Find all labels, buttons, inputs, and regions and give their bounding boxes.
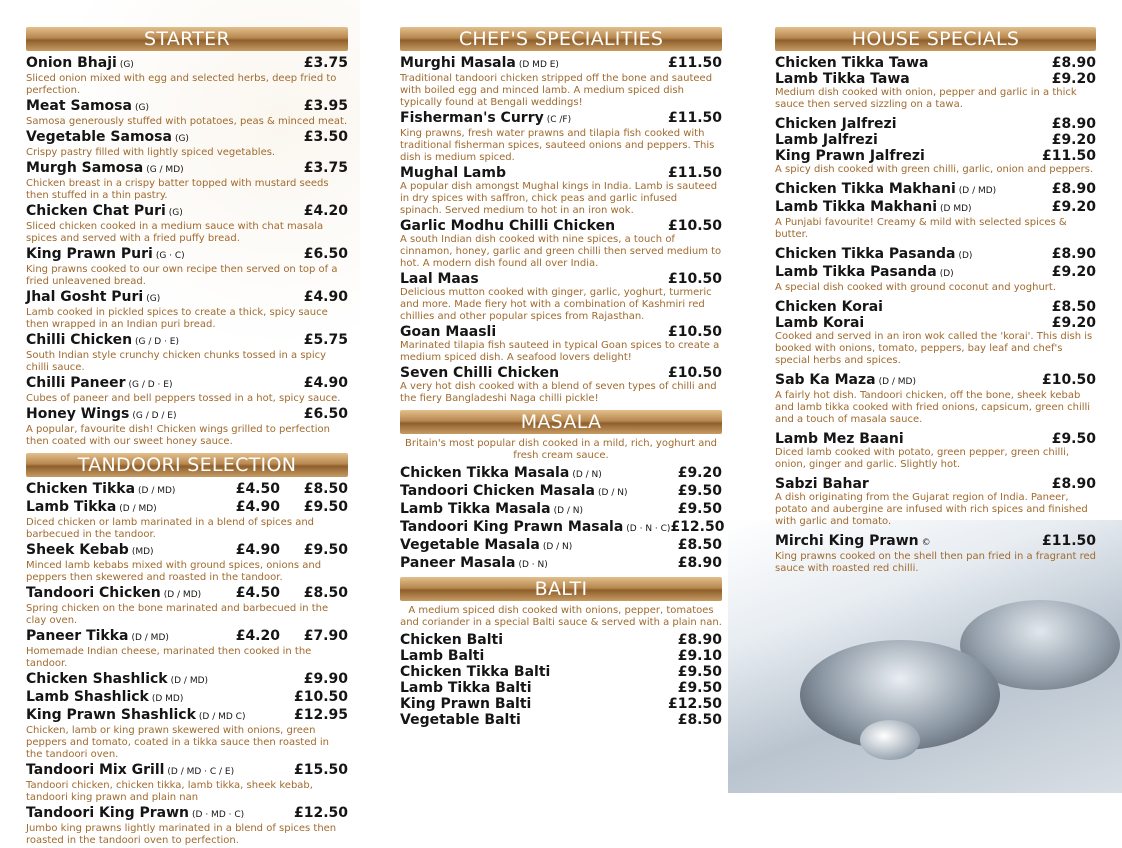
item-price: £3.95 — [303, 98, 348, 114]
item-price: £4.90 — [303, 289, 348, 305]
allergen-tag: (D / N) — [542, 542, 573, 552]
menu-item-row — [26, 805, 348, 823]
menu-item-row — [26, 289, 348, 307]
item-price: £10.50 — [1041, 372, 1096, 388]
item-price: £9.20 — [1051, 71, 1096, 87]
item-price: £10.50 — [667, 365, 722, 381]
balti-list — [400, 632, 722, 728]
allergen-tag: (D / MD · C / E) — [167, 767, 235, 777]
spoon-image — [860, 720, 920, 760]
item-name: Chicken Tikka Masala (D / N) — [400, 465, 602, 481]
item-description: King prawns cooked on the shell then pan fried in a fragrant red sauce with roasted red chilli. — [775, 551, 1096, 574]
item-price: £8.50 — [677, 712, 722, 728]
menu-item-row — [775, 116, 1096, 132]
chef-list — [400, 55, 722, 405]
item-price: £9.50 — [677, 483, 722, 499]
starter-price: £4.50 — [235, 481, 280, 497]
section-banner-starter: STARTER — [26, 27, 348, 51]
item-name: Mughal Lamb — [400, 165, 506, 181]
item-price: £8.50 — [1051, 299, 1096, 315]
menu-item-row — [26, 375, 348, 393]
item-description: Chicken, lamb or king prawn skewered with onions, green peppers and tomato, coated in a tikka sauce then roasted in the tandoori oven. — [26, 725, 329, 760]
item-description: Homemade Indian cheese, marinated then cooked in the tandoor. — [26, 646, 312, 669]
item-name: Lamb Tikka (D / MD) — [26, 499, 157, 515]
menu-item-row — [775, 181, 1096, 199]
menu-item-row — [775, 533, 1096, 551]
item-name: Chicken Tikka Makhani (D / MD) — [775, 181, 997, 197]
menu-item-row — [400, 648, 722, 664]
menu-item-row — [400, 218, 722, 234]
item-description: Samosa generously stuffed with potatoes, peas & minced meat. — [26, 116, 348, 127]
menu-item-row — [26, 203, 348, 221]
item-price: £9.20 — [1051, 315, 1096, 331]
menu-item-row — [26, 689, 348, 707]
menu-item-row — [775, 148, 1096, 164]
section-banner-tandoori: TANDOORI SELECTION — [26, 453, 348, 477]
item-name: Lamb Tikka Masala (D / N) — [400, 501, 584, 517]
item-name: Vegetable Masala (D / N) — [400, 537, 573, 553]
item-description: Sliced chicken cooked in a medium sauce with chat masala spices and served with a fried puffy bread. — [26, 221, 324, 244]
menu-item-row — [26, 406, 348, 424]
item-name: Lamb Mez Baani — [775, 431, 904, 447]
item-prices — [212, 481, 348, 497]
menu-item-row — [400, 555, 722, 573]
allergen-tag: (D · N) — [518, 560, 548, 570]
allergen-tag: (D MD) — [151, 694, 184, 704]
item-name: Vegetable Balti — [400, 712, 521, 728]
item-name: Sabzi Bahar — [775, 476, 869, 492]
item-price: £12.50 — [293, 805, 348, 821]
item-price: £10.50 — [293, 689, 348, 705]
item-description: Delicious mutton cooked with ginger, garlic, yoghurt, turmeric and more. Made fiery hot with a combination of Kashmiri red chillies and other popular spices from Rajasthan. — [400, 287, 712, 322]
item-name: Seven Chilli Chicken — [400, 365, 560, 381]
main-price: £8.50 — [303, 585, 348, 601]
allergen-tag: (D / MD) — [170, 676, 209, 686]
menu-item-row — [26, 160, 348, 178]
item-name: Paneer Tikka (D / MD) — [26, 628, 169, 644]
main-price: £9.50 — [303, 542, 348, 558]
menu-item-row — [26, 542, 348, 560]
allergen-tag: (D / MD) — [138, 486, 176, 496]
item-price: £8.90 — [1051, 246, 1096, 262]
item-name: Vegetable Samosa (G) — [26, 129, 189, 145]
item-price: £3.50 — [303, 129, 348, 145]
item-price: £9.50 — [677, 501, 722, 517]
masala-note: Britain's most popular dish cooked in a mild, rich, yoghurt and fresh cream sauce. — [404, 438, 718, 461]
item-prices — [212, 628, 348, 644]
item-name: Lamb Tikka Pasanda (D) — [775, 264, 954, 280]
item-name: Tandoori King Prawn Masala (D · N · C) — [400, 519, 671, 535]
item-price: £3.75 — [303, 55, 348, 71]
item-description: Crispy pastry filled with lightly spiced vegetables. — [26, 147, 276, 158]
menu-item-row — [26, 628, 348, 646]
item-name: Jhal Gosht Puri (G) — [26, 289, 161, 305]
menu-item-row — [775, 264, 1096, 282]
item-name: Chicken Tikka (D / MD) — [26, 481, 176, 497]
item-price: £9.90 — [303, 671, 348, 687]
item-description: A spicy dish cooked with green chilli, garlic, onion and peppers. — [775, 164, 1094, 175]
item-description: Minced lamb kebabs mixed with ground spices, onions and peppers then skewered and roasted in the tandoor. — [26, 560, 322, 583]
menu-item-row — [400, 664, 722, 680]
menu-item-row — [26, 762, 348, 780]
starter-list — [26, 55, 348, 448]
item-price: £10.50 — [667, 271, 722, 287]
item-name: King Prawn Jalfrezi — [775, 148, 925, 164]
item-price: £8.90 — [1051, 55, 1096, 71]
menu-item-row — [775, 71, 1096, 87]
item-name: Garlic Modhu Chilli Chicken — [400, 218, 616, 234]
item-description: Traditional tandoori chicken stripped off the bone and sauteed with boiled egg and minced lamb. A medium spiced dish typically found at Bengali weddings! — [400, 73, 713, 108]
menu-item-row — [400, 165, 722, 181]
item-name: Lamb Balti — [400, 648, 485, 664]
item-name: Laal Maas — [400, 271, 479, 287]
item-name: Lamb Shashlick (D MD) — [26, 689, 184, 705]
item-price: £10.50 — [667, 324, 722, 340]
item-prices — [212, 499, 348, 515]
item-description: Cooked and served in an iron wok called the 'korai'. This dish is booked with onions, tomato, peppers, bay leaf and chef's special herbs and spices. — [775, 331, 1093, 366]
item-price: £9.20 — [1051, 199, 1096, 215]
item-price: £8.90 — [677, 555, 722, 571]
menu-item-row — [400, 680, 722, 696]
menu-item-row — [26, 98, 348, 116]
item-price: £11.50 — [1041, 148, 1096, 164]
item-price: £8.90 — [1051, 181, 1096, 197]
menu-item-row — [775, 132, 1096, 148]
allergen-tag: (G) — [146, 294, 161, 304]
item-price: £5.75 — [303, 332, 348, 348]
allergen-tag: (C /F) — [546, 115, 572, 125]
item-name: Meat Samosa (G) — [26, 98, 149, 114]
item-price: £3.75 — [303, 160, 348, 176]
item-description: Tandoori chicken, chicken tikka, lamb tikka, sheek kebab, tandoori king prawn and plain nan — [26, 780, 313, 803]
allergen-tag: (D) — [939, 269, 954, 279]
item-name: King Prawn Puri (G · C) — [26, 246, 185, 262]
item-description: Cubes of paneer and bell peppers tossed in a hot, spicy sauce. — [26, 393, 341, 404]
item-name: Tandoori King Prawn (D · MD · C) — [26, 805, 245, 821]
item-name: Onion Bhaji (G) — [26, 55, 134, 71]
allergen-tag: (G / D · E) — [128, 380, 173, 390]
item-price: £9.20 — [1051, 132, 1096, 148]
item-name: King Prawn Balti — [400, 696, 532, 712]
item-name: Lamb Korai — [775, 315, 865, 331]
item-description: King prawns, fresh water prawns and tilapia fish cooked with traditional fisherman spices, sauteed onions and peppers. This dish is medium spiced. — [400, 128, 715, 163]
allergen-tag: (D / N) — [598, 488, 628, 498]
item-price: £10.50 — [667, 218, 722, 234]
item-name: Chicken Tikka Balti — [400, 664, 551, 680]
item-price: £8.90 — [1051, 116, 1096, 132]
item-name: Chicken Korai — [775, 299, 883, 315]
menu-item-row — [400, 271, 722, 287]
menu-item-row — [26, 246, 348, 264]
menu-item-row — [26, 499, 348, 517]
item-name: Fisherman's Curry (C /F) — [400, 110, 572, 126]
item-description: A popular dish amongst Mughal kings in India. Lamb is sauteed in dry spices with saffron, chick peas and garlic infused spinach. Served medium to hot in an iron wok. — [400, 181, 718, 216]
allergen-tag: (G) — [168, 208, 183, 218]
house-list — [775, 55, 1096, 580]
menu-item-row — [26, 332, 348, 350]
allergen-tag: (G) — [134, 103, 149, 113]
item-price: £11.50 — [667, 55, 722, 71]
menu-item-row — [26, 129, 348, 147]
item-price: £12.50 — [670, 519, 725, 535]
menu-item-row — [400, 696, 722, 712]
item-prices — [212, 542, 348, 558]
allergen-tag: (D / N) — [572, 470, 602, 480]
item-prices — [212, 585, 348, 601]
menu-item-row — [775, 199, 1096, 217]
item-description: Diced chicken or lamb marinated in a blend of spices and barbecued in the tandoor. — [26, 517, 315, 540]
item-price: £15.50 — [293, 762, 348, 778]
allergen-tag: (D / MD) — [163, 590, 202, 600]
section-banner-balti: BALTI — [400, 577, 722, 601]
menu-item-row — [400, 632, 722, 648]
item-name: Lamb Jalfrezi — [775, 132, 878, 148]
item-description: Chicken breast in a crispy batter topped with mustard seeds then stuffed in a thin pastry. — [26, 178, 329, 201]
allergen-tag: (MD) — [131, 547, 154, 557]
menu-item-row — [400, 712, 722, 728]
main-price: £9.50 — [303, 499, 348, 515]
allergen-tag: (G / D · E) — [135, 337, 179, 347]
starter-price: £4.20 — [235, 628, 280, 644]
item-description: A south Indian dish cooked with nine spices, a touch of cinnamon, honey, garlic and green chilli then served medium to hot. A modern dish found all over India. — [400, 234, 722, 269]
allergen-tag: (G / MD) — [146, 165, 184, 175]
starter-price: £4.90 — [235, 542, 280, 558]
item-price: £6.50 — [303, 246, 348, 262]
menu-item-row — [775, 246, 1096, 264]
item-name: Tandoori Mix Grill (D / MD · C / E) — [26, 762, 235, 778]
item-description: A special dish cooked with ground coconut and yoghurt. — [775, 282, 1057, 293]
allergen-tag: (D / MD C) — [198, 712, 246, 722]
section-banner-house: HOUSE SPECIALS — [775, 27, 1096, 51]
allergen-tag: (D / MD) — [119, 504, 157, 514]
right-column — [775, 27, 1096, 580]
menu-item-row — [26, 671, 348, 689]
tandoori-single-list — [26, 671, 348, 847]
allergen-tag: (G / D / E) — [132, 411, 177, 421]
item-description: A very hot dish cooked with a blend of seven types of chilli and the fiery Bangladeshi Naga chilli pickle! — [400, 381, 717, 404]
item-description: Diced lamb cooked with potato, green pepper, green chilli, onion, ginger and garlic. Slightly hot. — [775, 447, 1070, 470]
menu-item-row — [26, 481, 348, 499]
item-name: Sab Ka Maza (D / MD) — [775, 372, 916, 388]
item-name: Chilli Paneer (G / D · E) — [26, 375, 173, 391]
allergen-tag: (D) — [958, 251, 973, 261]
item-name: Mirchi King Prawn © — [775, 533, 931, 549]
item-description: A fairly hot dish. Tandoori chicken, off the bone, sheek kebab and lamb tikka cooked with fried onions, capsicum, green chilli and a touch of masala sauce. — [775, 390, 1091, 425]
item-description: Marinated tilapia fish sauteed in typical Goan spices to create a medium spiced dish. A seafood lovers delight! — [400, 340, 720, 363]
item-name: Lamb Tikka Balti — [400, 680, 532, 696]
menu-item-row — [400, 537, 722, 555]
item-name: King Prawn Shashlick (D / MD C) — [26, 707, 246, 723]
middle-column — [400, 27, 725, 728]
item-name: Lamb Tikka Makhani (D MD) — [775, 199, 972, 215]
allergen-tag: (G) — [174, 134, 189, 144]
allergen-tag: (D / MD) — [958, 186, 997, 196]
left-column — [26, 27, 348, 848]
allergen-tag: (D · MD · C) — [192, 810, 245, 820]
group-spacer — [775, 576, 1096, 580]
menu-item-row — [775, 55, 1096, 71]
item-name: Chilli Chicken (G / D · E) — [26, 332, 179, 348]
item-name: Sheek Kebab (MD) — [26, 542, 154, 558]
item-name: Chicken Tikka Tawa — [775, 55, 929, 71]
menu-item-row — [400, 501, 722, 519]
item-price: £11.50 — [667, 110, 722, 126]
item-price: £8.50 — [677, 537, 722, 553]
item-name: Murghi Masala (D MD E) — [400, 55, 559, 71]
menu-item-row — [400, 110, 722, 128]
item-description: A Punjabi favourite! Creamy & mild with selected spices & butter. — [775, 217, 1067, 240]
tandoori-list — [26, 481, 348, 670]
item-price: £12.50 — [667, 696, 722, 712]
menu-item-row — [400, 519, 725, 537]
allergen-tag: (D · N · C) — [626, 524, 671, 534]
menu-item-row — [26, 585, 348, 603]
allergen-tag: (D / MD) — [131, 633, 169, 643]
item-name: Murgh Samosa (G / MD) — [26, 160, 184, 176]
item-description: Sliced onion mixed with egg and selected herbs, deep fried to perfection. — [26, 73, 337, 96]
item-name: Tandoori Chicken Masala (D / N) — [400, 483, 628, 499]
menu-item-row — [400, 55, 722, 73]
starter-price: £4.50 — [235, 585, 280, 601]
item-description: Lamb cooked in pickled spices to create a thick, spicy sauce then wrapped in an Indian puri bread. — [26, 307, 328, 330]
allergen-tag: (G · C) — [155, 251, 185, 261]
item-price: £9.10 — [677, 648, 722, 664]
menu-item-row — [400, 465, 722, 483]
section-banner-masala: MASALA — [400, 410, 722, 434]
item-price: £9.20 — [677, 465, 722, 481]
menu-item-row — [775, 431, 1096, 447]
menu-item-row — [775, 476, 1096, 492]
item-price: £8.90 — [1051, 476, 1096, 492]
menu-item-row — [400, 324, 722, 340]
menu-item-row — [775, 315, 1096, 331]
item-name: Honey Wings (G / D / E) — [26, 406, 177, 422]
item-price: £4.90 — [303, 375, 348, 391]
item-description: Spring chicken on the bone marinated and barbecued in the clay oven. — [26, 603, 329, 626]
allergen-tag: (D MD E) — [518, 60, 559, 70]
starter-price: £4.90 — [235, 499, 280, 515]
main-price: £8.50 — [303, 481, 348, 497]
menu-item-row — [775, 299, 1096, 315]
item-description: A dish originating from the Gujarat region of India. Paneer, potato and aubergine are infused with rich spices and finished with garlic and tomato. — [775, 492, 1088, 527]
menu-item-row — [26, 55, 348, 73]
item-price: £12.95 — [293, 707, 348, 723]
allergen-tag: (D MD) — [940, 204, 972, 214]
item-name: Chicken Shashlick (D / MD) — [26, 671, 209, 687]
item-name: Chicken Tikka Pasanda (D) — [775, 246, 973, 262]
item-price: £9.50 — [677, 680, 722, 696]
item-price: £9.50 — [677, 664, 722, 680]
item-price: £9.50 — [1051, 431, 1096, 447]
item-name: Tandoori Chicken (D / MD) — [26, 585, 202, 601]
item-name: Paneer Masala (D · N) — [400, 555, 548, 571]
item-price: £11.50 — [1041, 533, 1096, 549]
item-price: £4.20 — [303, 203, 348, 219]
allergen-tag: (D / MD) — [878, 377, 916, 387]
item-name: Goan Maasli — [400, 324, 497, 340]
menu-item-row — [775, 372, 1096, 390]
menu-item-row — [26, 707, 348, 725]
menu-item-row — [400, 483, 722, 501]
allergen-tag: (G) — [119, 60, 134, 70]
item-name: Chicken Balti — [400, 632, 504, 648]
item-price: £6.50 — [303, 406, 348, 422]
item-price: £8.90 — [677, 632, 722, 648]
item-description: King prawns cooked to our own recipe then served on top of a fried unleavened bread. — [26, 264, 338, 287]
section-banner-chef: CHEF'S SPECIALITIES — [400, 27, 722, 51]
masala-list — [400, 465, 725, 573]
item-name: Chicken Chat Puri (G) — [26, 203, 183, 219]
item-description: South Indian style crunchy chicken chunks tossed in a spicy chilli sauce. — [26, 350, 327, 373]
allergen-tag: (D / N) — [553, 506, 584, 516]
item-price: £9.20 — [1051, 264, 1096, 280]
allergen-tag: © — [921, 538, 931, 548]
item-name: Lamb Tikka Tawa — [775, 71, 910, 87]
balti-note: A medium spiced dish cooked with onions, pepper, tomatoes and coriander in a special Balti sauce & served with a plain nan. — [400, 605, 722, 628]
main-price: £7.90 — [303, 628, 348, 644]
menu-item-row — [400, 365, 722, 381]
item-description: Medium dish cooked with onion, pepper and garlic in a thick sauce then served sizzling on a tawa. — [775, 87, 1077, 110]
item-price: £11.50 — [667, 165, 722, 181]
item-description: Jumbo king prawns lightly marinated in a blend of spices then roasted in the tandoori oven to perfection. — [26, 823, 337, 846]
item-description: A popular, favourite dish! Chicken wings grilled to perfection then coated with our sweet honey sauce. — [26, 424, 330, 447]
item-name: Chicken Jalfrezi — [775, 116, 897, 132]
